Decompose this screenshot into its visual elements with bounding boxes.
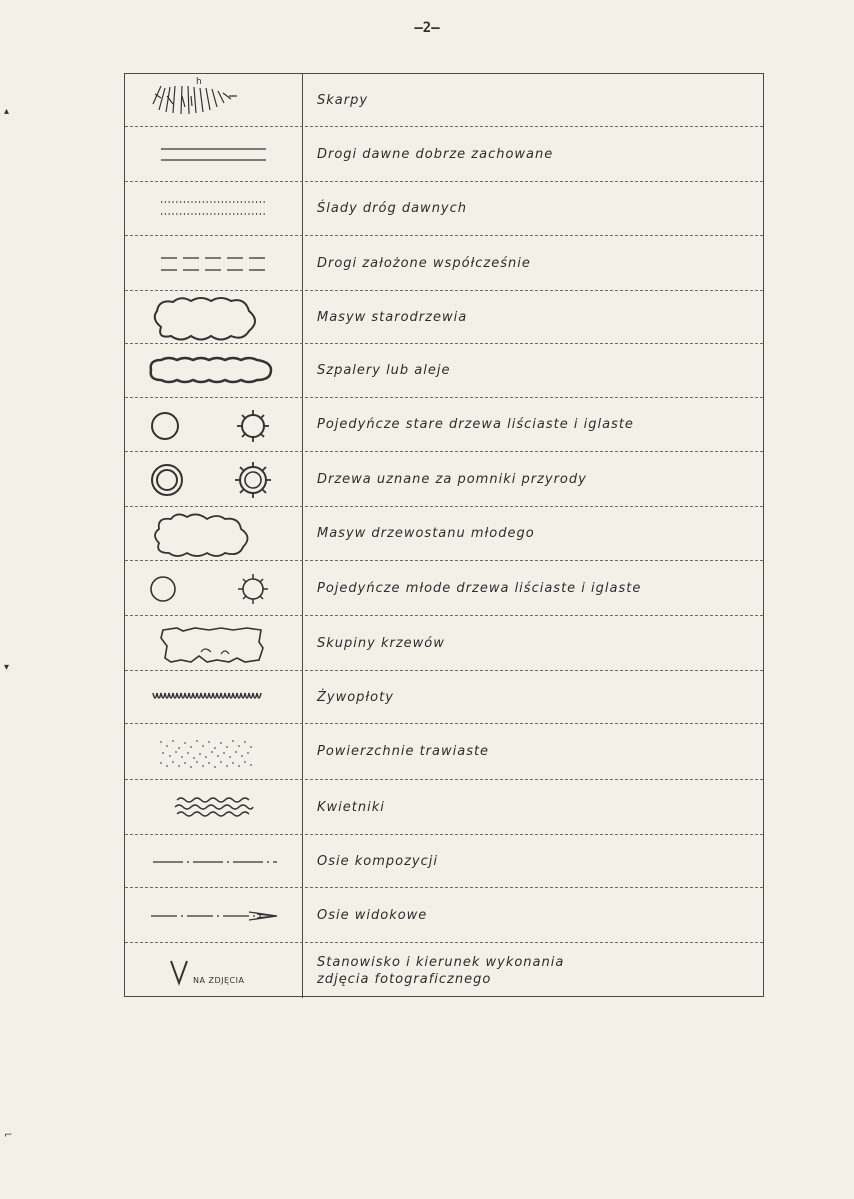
legend-label: Osie widokowe: [317, 907, 428, 923]
legend-row: [125, 291, 763, 344]
legend-label: Szpalery lub aleje: [317, 363, 451, 378]
legend-label: Żywopłoty: [317, 689, 394, 705]
symbol-cell: [125, 671, 303, 723]
legend-label: Skupiny krzewów: [317, 635, 445, 651]
legend-label: Skarpy: [317, 92, 369, 108]
photo-position-icon: [125, 943, 303, 998]
symbol-cell: [125, 344, 303, 397]
legend-row: [125, 888, 763, 943]
legend-row: [125, 74, 763, 127]
legend-row: [125, 398, 763, 452]
legend-label: Drogi założone współcześnie: [317, 255, 531, 271]
legend-row: [125, 507, 763, 561]
margin-mark: ⌐: [4, 1130, 13, 1141]
margin-mark: ▾: [4, 662, 10, 673]
legend-row: [125, 344, 763, 398]
legend-row: [125, 780, 763, 835]
symbol-cell: [125, 127, 303, 181]
symbol-cell: [125, 398, 303, 451]
legend-label-line: zdjęcia fotograficznego: [317, 971, 492, 987]
legend-row: [125, 452, 763, 507]
legend-label: Drzewa uznane za pomniki przyrody: [317, 471, 587, 487]
legend-row: [125, 724, 763, 780]
symbol-cell: [125, 616, 303, 670]
dotted-road-icon: [125, 182, 303, 236]
symbol-label: h: [196, 77, 202, 87]
page-number: —2—: [414, 20, 440, 36]
legend-label: Osie kompozycji: [317, 853, 438, 869]
legend-row: [125, 182, 763, 236]
single-old-tree-icon: [125, 398, 303, 452]
legend-row: [125, 616, 763, 671]
symbol-cell: [125, 182, 303, 235]
legend-row: [125, 835, 763, 888]
symbol-cell: [125, 835, 303, 887]
symbol-cell: [125, 780, 303, 834]
symbol-cell: [125, 943, 303, 998]
legend-label: Drogi dawne dobrze zachowane: [317, 146, 554, 162]
single-young-tree-icon: [125, 561, 303, 616]
legend-label: Masyw drzewostanu młodego: [317, 526, 535, 541]
legend-row: [125, 127, 763, 182]
legend-row: [125, 561, 763, 616]
symbol-cell: [125, 507, 303, 560]
symbol-label: NA ZDJĘCIA: [193, 976, 245, 985]
shrub-group-icon: [125, 616, 303, 671]
legend-label-line: Stanowisko i kierunek wykonania: [317, 954, 565, 970]
old-stand-icon: [125, 291, 303, 344]
symbol-cell: [125, 561, 303, 615]
preserved-road-icon: [125, 127, 303, 182]
legend-label: [317, 943, 755, 998]
alley-icon: [125, 344, 303, 398]
flowerbed-icon: [125, 780, 303, 835]
young-stand-icon: [125, 507, 303, 561]
legend-label: Pojedyńcze młode drzewa liściaste i iglaste: [317, 580, 642, 596]
dashed-road-icon: [125, 236, 303, 291]
monument-tree-icon: [125, 452, 303, 507]
margin-mark: ▴: [4, 106, 10, 117]
symbol-cell: [125, 724, 303, 779]
legend-label: Ślady dróg dawnych: [317, 201, 468, 216]
symbol-cell: [125, 291, 303, 343]
legend-label: Powierzchnie trawiaste: [317, 744, 490, 759]
legend-row: [125, 236, 763, 291]
embankment-icon: [125, 74, 303, 127]
symbol-cell: [125, 888, 303, 942]
legend-label: Masyw starodrzewia: [317, 309, 468, 325]
grass-icon: [125, 724, 303, 780]
view-axis-icon: [125, 888, 303, 943]
legend-table: [124, 73, 764, 997]
legend-row: [125, 671, 763, 724]
composition-axis-icon: [125, 835, 303, 888]
legend-label: Pojedyńcze stare drzewa liściaste i iglaste: [317, 417, 634, 432]
legend-row: [125, 943, 763, 998]
hedge-icon: [125, 671, 303, 724]
legend-label: Kwietniki: [317, 799, 385, 815]
symbol-cell: [125, 74, 303, 126]
symbol-cell: [125, 236, 303, 290]
symbol-cell: [125, 452, 303, 506]
